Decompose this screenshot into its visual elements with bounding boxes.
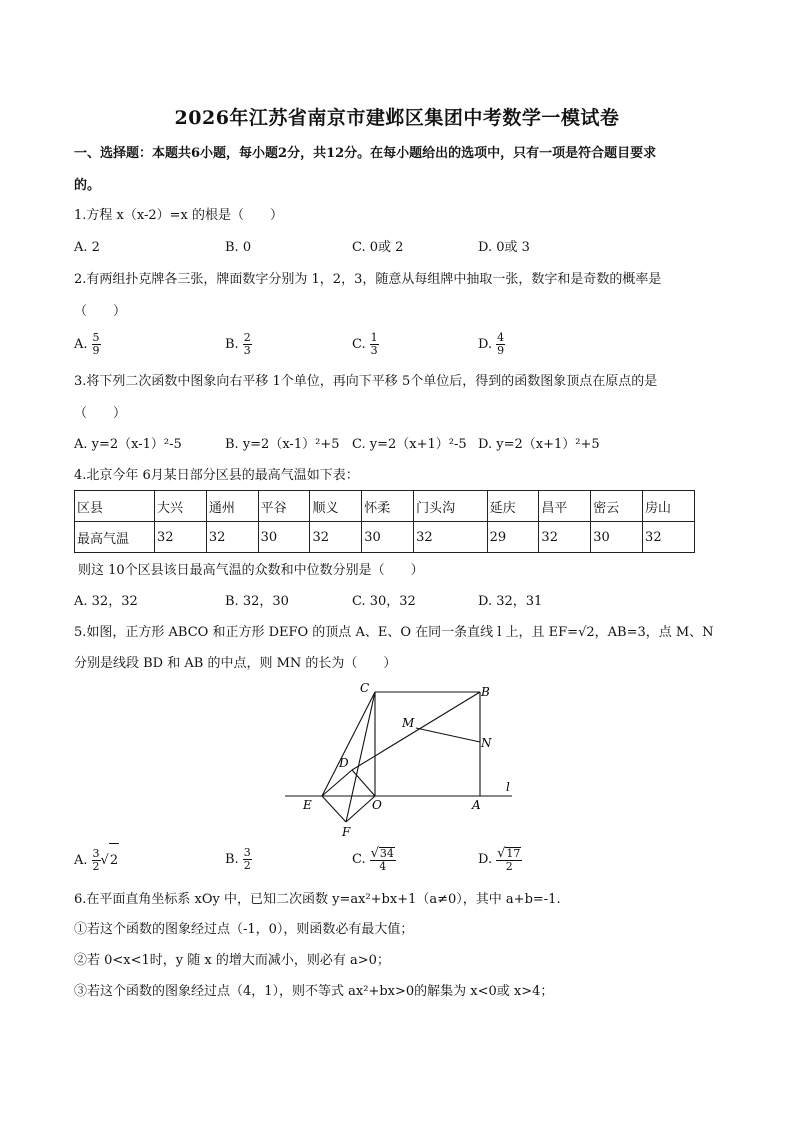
- table-cell: 昌平: [539, 491, 591, 522]
- label-d: D: [339, 756, 349, 770]
- q1-option-b: B. 0: [225, 240, 252, 255]
- table-row: [75, 522, 695, 553]
- q2-option-d: D. $\frac{4}{9}$: [478, 331, 505, 357]
- q6-statement-3: ③若这个函数的图象经过点（4，1），则不等式 ax²+bx>0的解集为 x<0或 x>4；: [74, 984, 554, 999]
- geometry-figure: [280, 680, 520, 840]
- q6-stem: 6.在平面直角坐标系 xOy 中，已知二次函数 y=ax²+bx+1（a≠0），其中 a+b=-1.: [74, 892, 561, 907]
- table-cell: 通州: [206, 491, 258, 522]
- table-cell: 32: [206, 522, 258, 553]
- table-cell: 32: [643, 522, 695, 553]
- table-cell: 区县: [75, 491, 155, 522]
- fraction: $\frac{3}{2}$: [92, 847, 100, 873]
- label-c: C: [360, 681, 370, 695]
- q6-statement-2: ②若 0<x<1时，y 随 x 的增大而减小，则必有 a>0；: [74, 953, 390, 968]
- q1-stem: 1.方程 x（x-2）=x 的根是（ ）: [74, 208, 283, 223]
- q4-option-d: D. 32，31: [478, 594, 543, 609]
- q3-option-c: C. y=2（x+1）²-5: [352, 437, 467, 452]
- label-f: F: [342, 825, 351, 839]
- table-header-row: [75, 491, 695, 522]
- q4-question: 则这 10个区县该日最高气温的众数和中位数分别是（ ）: [78, 563, 424, 578]
- q3-paren: （ ）: [74, 406, 127, 421]
- q5-stem-line2: 分别是线段 BD 和 AB 的中点，则 MN 的长为（ ）: [74, 656, 397, 671]
- q5-option-a: A. $\frac{3}{2}$ √2: [74, 843, 119, 878]
- q5-stem-line1: 5.如图，正方形 ABCO 和正方形 DEFO 的顶点 A、E、O 在同一条直线 l 上，且 EF=√2，AB=3，点 M、N: [74, 625, 714, 640]
- q4-option-a: A. 32，32: [74, 594, 138, 609]
- table-cell: 29: [487, 522, 539, 553]
- table-cell: 平谷: [258, 491, 310, 522]
- q6-statement-1: ①若这个函数的图象经过点（-1，0），则函数必有最大值；: [74, 922, 414, 937]
- table-cell: 32: [414, 522, 488, 553]
- table-cell: 怀柔: [362, 491, 414, 522]
- table-cell: 30: [591, 522, 643, 553]
- q2-option-c: C. $\frac{1}{3}$: [352, 331, 378, 357]
- q4-option-c: C. 30，32: [352, 594, 416, 609]
- fraction: $\frac{2}{3}$: [243, 331, 251, 357]
- section-heading-tail: 的。: [74, 178, 101, 193]
- table-cell: 30: [362, 522, 414, 553]
- temperature-table: [74, 490, 695, 553]
- table-cell: 门头沟: [414, 491, 488, 522]
- q4-option-b: B. 32，30: [225, 594, 289, 609]
- q2-option-b: B. $\frac{2}{3}$: [225, 331, 251, 357]
- section-heading: 一、选择题：本题共6小题，每小题2分，共12分。在每小题给出的选项中，只有一项是符合题目要求: [74, 146, 657, 161]
- table-cell: 延庆: [487, 491, 539, 522]
- q3-option-d: D. y=2（x+1）²+5: [478, 437, 600, 452]
- label-o: O: [372, 798, 382, 812]
- fraction: $\frac{√34}{4}$: [370, 845, 394, 873]
- table-cell: 密云: [591, 491, 643, 522]
- q3-option-b: B. y=2（x-1）²+5: [225, 437, 340, 452]
- q5-option-c: C. $\frac{√34}{4}$: [352, 845, 394, 873]
- fraction: $\frac{1}{3}$: [370, 331, 378, 357]
- label-l: l: [506, 780, 510, 794]
- fraction: $\frac{4}{9}$: [497, 331, 505, 357]
- page-title: 2026年江苏省南京市建邺区集团中考数学一模试卷: [174, 107, 620, 129]
- q5-option-d: D. $\frac{√17}{2}$: [478, 845, 521, 873]
- q1-option-c: C. 0或 2: [352, 240, 404, 255]
- table-cell: 30: [258, 522, 310, 553]
- q3-option-a: A. y=2（x-1）²-5: [74, 437, 182, 452]
- q2-option-a: A. $\frac{5}{9}$: [74, 331, 100, 357]
- table-cell: 32: [539, 522, 591, 553]
- fraction: $\frac{3}{2}$: [243, 846, 251, 872]
- q1-option-a: A. 2: [74, 240, 100, 255]
- table-cell: 房山: [643, 491, 695, 522]
- table-cell: 32: [310, 522, 362, 553]
- fraction: $\frac{5}{9}$: [92, 331, 100, 357]
- q2-stem: 2.有两组扑克牌各三张，牌面数字分别为 1，2，3，随意从每组牌中抽取一张，数字和是奇数的概率是: [74, 272, 662, 287]
- label-b: B: [481, 685, 490, 699]
- q1-option-d: D. 0或 3: [478, 240, 530, 255]
- q4-stem: 4.北京今年 6月某日部分区县的最高气温如下表：: [74, 468, 359, 483]
- q5-option-b: B. $\frac{3}{2}$: [225, 846, 251, 872]
- table-cell: 顺义: [310, 491, 362, 522]
- q2-paren: （ ）: [74, 304, 127, 319]
- q3-stem: 3.将下列二次函数中图象向右平移 1个单位，再向下平移 5个单位后，得到的函数图象顶点在原点的是: [74, 374, 658, 389]
- label-n: N: [481, 736, 492, 750]
- label-e: E: [303, 798, 312, 812]
- label-a: A: [472, 798, 481, 812]
- table-cell: 大兴: [155, 491, 207, 522]
- label-m: M: [402, 716, 415, 730]
- fraction: $\frac{√17}{2}$: [497, 845, 521, 873]
- table-cell: 最高气温: [75, 522, 155, 553]
- table-cell: 32: [155, 522, 207, 553]
